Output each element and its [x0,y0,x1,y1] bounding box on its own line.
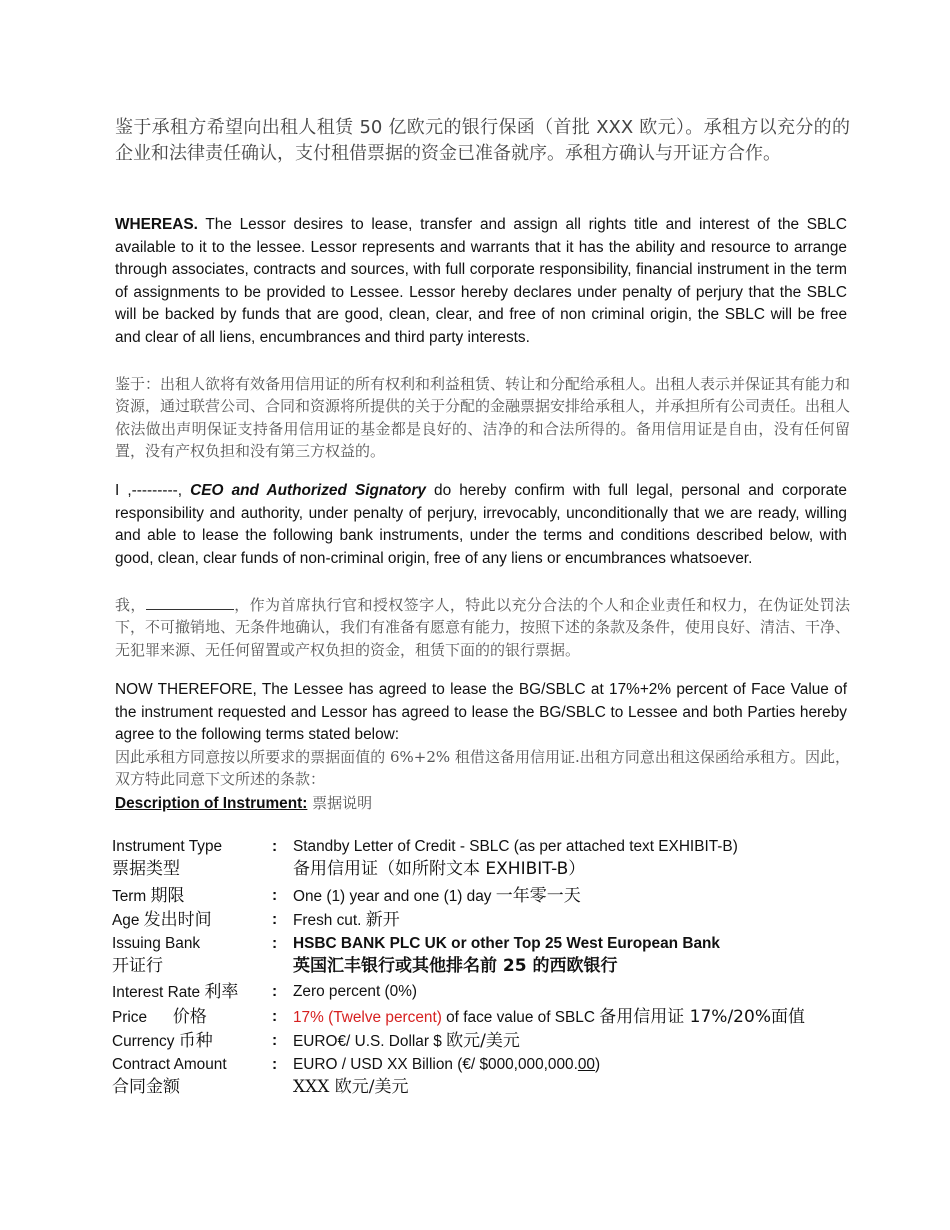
term-value-underlined: 00 [577,1056,595,1073]
term-label-cn: 价格 [172,1007,207,1027]
term-row-currency [112,1030,872,1054]
term-label: Issuing Bank [112,935,201,952]
term-value-highlight: 17% (Twelve percent) [293,1009,442,1026]
term-label: Term [112,888,151,905]
declaration-cn-text: ，作为首席执行官和授权签字人，特此以充分合法的个人和企业责任和权力，在伪证处罚法下，不可撤销地、无条件地确认，我们有准备有愿意有能力，按照下述的条款及条件，使用良好、清洁、干净、无犯罪来源、无任何留置或产权负担的资金，租赁下面的的银行票据。 [115,596,851,659]
declaration-paragraph [115,480,847,570]
term-label-cn: 发出时间 [143,910,212,930]
term-row-contract-amount [112,1054,872,1102]
declaration-role: CEO and Authorized Signatory [190,482,426,499]
term-label: Contract Amount [112,1056,227,1073]
term-label-cn: 开证行 [112,956,163,976]
term-colon: : [272,935,278,952]
signature-blank-line [146,595,234,610]
term-label: Interest Rate [112,984,205,1001]
term-label-cn: 合同金额 [112,1077,180,1097]
declaration-cn-prefix: 我， [115,596,146,614]
term-value: Standby Letter of Credit - SBLC (as per attached text EXHIBIT-B) [293,838,738,855]
term-colon: : [272,1008,278,1025]
whereas-text: The Lessor desires to lease, transfer and assign all rights title and interest of the SBLC available to it to the lessee. Lessor represents and warrants that it has the ability and resource to arrange through associates, contracts and sources, with full corporate responsibility, financial instrument in the term of assignments to be provided to Lessee. Lessor hereby declares under penalty of perjury that the SBLC will be backed by funds that are good, clean, clear, and free of non criminal origin, the SBLC will be free and clear of all liens, encumbrances and third party interests. [115,216,847,346]
term-row-term [112,885,872,909]
term-row-interest-rate [112,981,872,1005]
term-value: EURO€/ U.S. Dollar $ [293,1033,447,1050]
term-label-cn: 期限 [150,886,185,906]
term-colon: : [272,1056,278,1073]
declaration-text: do hereby confirm with full legal, personal and corporate responsibility and authority, under penalty of perjury, irrevocably, unconditionally that we are ready, willing and able to lease the following bank instruments, under the terms and conditions described below, with good, clean, clear funds of non-criminal origin, free of any liens or encumbrances whatsoever. [115,482,847,567]
term-colon: : [272,1032,278,1049]
term-label-cn: 利率 [204,982,239,1002]
term-label: Age [112,912,144,929]
term-value: Zero percent (0%) [293,983,418,1000]
term-label: Instrument Type [112,838,223,855]
description-label-cn: 票据说明 [307,794,373,812]
whereas-chinese-paragraph: 鉴于：出租人欲将有效备用信用证的所有权利和利益租赁、转让和分配给承租人。出租人表示并保证其有能力和资源，通过联营公司、合同和资源将所提供的关于分配的金融票据安排给承租人，并承担所有公司责任。出租人依法做出声明保证支持备用信用证的基金都是良好的、洁净的和合法所得的。备用信用证是自由，没有任何留置，没有产权负担和没有第三方权益的。 [115,375,851,461]
term-value-end: ) [595,1056,601,1073]
term-value: EURO / USD XX Billion (€/ $000,000,000. [293,1056,578,1073]
term-colon: : [272,911,278,928]
term-row-instrument-type [112,836,872,884]
description-heading [115,792,372,813]
intro-chinese-paragraph: 鉴于承租方希望向出租人租赁 50 亿欧元的银行保函（首批 XXX 欧元）。承租方以充分的的企业和法律责任确认，支付租借票据的资金已准备就序。承租方确认与开证方合作。 [115,117,850,164]
term-row-price [112,1006,872,1030]
term-value-cn: 英国汇丰银行或其他排名前 25 的西欧银行 [293,956,618,976]
term-colon: : [272,887,278,904]
term-value: of face value of SBLC [441,1009,600,1026]
description-label: Description of Instrument: [115,795,308,812]
now-therefore-paragraph: NOW THEREFORE, The Lessee has agreed to lease the BG/SBLC at 17%+2% percent of Face Value of the instrument requested and Lessor has agreed to lease the BG/SBLC to Lessee and both Parties hereby agree to the following terms stated below: [115,681,847,744]
term-value: HSBC BANK PLC UK or other Top 25 West European Bank [293,935,720,952]
term-colon: : [272,983,278,1000]
term-row-age [112,909,872,933]
whereas-paragraph [115,214,847,350]
declaration-chinese-paragraph [115,594,850,661]
term-value-cn: 欧元/美元 [446,1031,520,1051]
term-value: Fresh cut. [293,912,366,929]
term-label: Currency [112,1033,179,1050]
declaration-prefix: I ,---------, [115,482,191,499]
term-value-cn: 新开 [365,910,400,930]
term-label-cn: 票据类型 [112,859,180,879]
term-row-issuing-bank [112,933,872,981]
term-value-cn: 备用信用证（如所附文本 EXHIBIT-B） [293,859,586,879]
whereas-lead: WHEREAS. [115,216,198,233]
now-therefore-chinese-paragraph: 因此承租方同意按以所要求的票据面值的 6%+2% 租借这备用信用证.出租方同意出租这保函给承租方。因此，双方特此同意下文所述的条款： [115,748,850,789]
term-value-cn: 一年零一天 [495,886,581,906]
term-value-cn: XXX 欧元/美元 [293,1077,409,1097]
term-value: One (1) year and one (1) day [293,888,496,905]
term-value-cn: 备用信用证 17%/20%面值 [599,1007,805,1027]
term-label: Price [112,1009,173,1026]
term-label-cn: 币种 [178,1031,213,1051]
term-colon: : [272,838,278,855]
